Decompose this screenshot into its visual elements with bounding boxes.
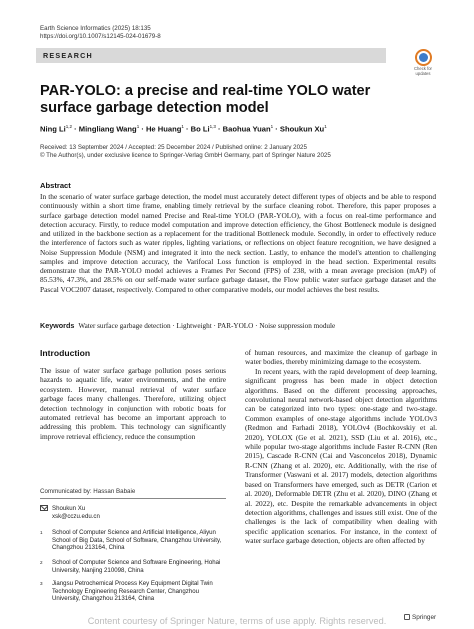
intro-right-column <box>245 348 437 546</box>
badge-text: Check for updates <box>414 66 432 76</box>
courtesy-watermark: Content courtesy of Springer Nature, terms of use apply. Rights reserved. <box>87 616 387 626</box>
author-name[interactable]: Shoukun Xu <box>279 124 325 134</box>
keywords-text: Water surface garbage detection · Lightweight · PAR-YOLO · Noise suppression module <box>78 322 336 330</box>
footnote-divider <box>40 498 226 499</box>
check-updates-icon <box>415 49 432 66</box>
abstract-text: In the scenario of water surface garbage detection, the model must accurately detect different types of objects and be able to respond continuously within a short time frame, enabling timely retrieval by the surface cleaning robot. Therefore, this paper proposes a surface garbage detection model named Precise and Real-time YOLO (PAR-YOLO), with a focus on real-time performance and detection accuracy. Firstly, to reduce model computation and improve detection efficiency, the Ghost Bottleneck module is designed and utilized in the backbone section as a replacement for the traditional Bottleneck module. Secondly, in order to effectively reduce the interference of factors such as water ripples, lighting variations, or reflections on object feature recognition, we have designed a Noise Suppression Module (NSM) and integrated it into the neck section. Lastly, to enhance the model's attention to challenging samples and improve detection accuracy, the Varifocal Loss function is employed in the head section. Experimental results demonstrate that the PAR-YOLO model achieves a Frames Per Second (FPS) of 238, with a mean average precision (mAP) of 85.53%, 47.3%, and 28.5% on our self-made water surface garbage dataset, the Flow public water surface garbage dataset and the Pascal VOC2007 dataset, respectively. Compared to other comparative models, our model achieves the best results. <box>40 192 436 294</box>
corresponding-author <box>40 505 226 520</box>
abstract-heading: Abstract <box>40 181 71 190</box>
publisher-name: Springer <box>412 614 437 621</box>
contact-name: Shoukun Xu <box>52 505 86 512</box>
intro-paragraph: The issue of water surface garbage pollution poses serious hazards to aquatic life, water environments, and the entire ecosystem. However, manual retrieval of water surface garbage faces many challenges. Therefore, utilizing object detection technology in conjunction with robotic boats for automated retrieval has become an important approach to addressing this problem. This technology can significantly improve retrieval efficiency, reduce the consumption <box>40 366 226 441</box>
check-for-updates-badge[interactable] <box>409 49 437 79</box>
intro-paragraph: of human resources, and maximize the cleanup of garbage in water bodies, thereby minimizing damage to the ecosystem. <box>245 348 437 367</box>
affiliation <box>40 580 226 603</box>
affiliation-text: Jiangsu Petrochemical Process Key Equipment Digital Twin Technology Engineering Research Center, Changzhou University, Changzhou 213164, China <box>52 580 213 602</box>
paper-title: PAR-YOLO: a precise and real-time YOLO water surface garbage detection model <box>40 83 371 116</box>
affiliation-number: 3 <box>40 581 43 586</box>
intro-paragraph: In recent years, with the rapid development of deep learning, significant progress has been made in object detection algorithms. Based on the different processing approaches, convolutional neural network-based object detection algorithms can be categorized into two types: one-stage and two-stage. Common examples of one-stage algorithms include YOLOv3 (Redmon and Farhadi 2018), YOLOv4 (Bochkovskiy et al. 2020), YOLOX (Ge et al. 2021), SSD (Liu et al. 2016), etc., while popular two-stage algorithms include Faster R-CNN (Ren 2015), Cascade R-CNN (Cai and Vasconcelos 2018), Dynamic R-CNN (Zhang et al. 2020), etc. Additionally, with the rise of Transformer (Vaswani et al. 2017) models, detection algorithms based on Transformers have emerged, such as DETR (Carion et al. 2020), Deformable DETR (Zhu et al. 2020), DINO (Zhang et al. 2022), etc. Despite the remarkable advancements in object detection algorithms, challenges and issues still exist. One of the challenges is the lack of compatibility when dealing with specific application scenarios. For instance, in the context of water surface garbage detection, objects are often affected by <box>245 366 437 546</box>
affiliation-number: 1 <box>40 530 43 535</box>
author-name[interactable]: Ning Li <box>40 124 66 134</box>
copyright-line: © The Author(s), under exclusive licence to Springer-Verlag GmbH Germany, part of Springer Nature 2025 <box>40 152 331 159</box>
keywords-label: Keywords <box>40 321 75 330</box>
author-list: Ning Li$^{1,2}$ · Mingliang Wang$^1$ · He Huang$^1$ · Bo Li$^{1,3}$ · Baohua Yuan$^1$ · Shoukun Xu$^1$ <box>40 124 327 134</box>
section-banner <box>36 48 386 63</box>
affiliation-text: School of Computer Science and Software Engineering, Hohai University, Nanjing 210098, China <box>52 559 221 574</box>
envelope-icon <box>40 505 48 511</box>
affiliation <box>40 529 226 552</box>
dates-line: Received: 13 September 2024 / Accepted: 25 December 2024 / Published online: 2 January 2025 <box>40 144 307 151</box>
publication-dates <box>40 144 331 160</box>
author-name[interactable]: Mingliang Wang <box>78 124 137 134</box>
doi-link[interactable]: https://doi.org/10.1007/s12145-024-01679-8 <box>40 33 161 40</box>
contact-email[interactable]: xsk@cczu.edu.cn <box>52 512 100 520</box>
intro-left-column <box>40 366 226 441</box>
section-label: RESEARCH <box>43 51 93 60</box>
communicated-by: Communicated by: Hassan Babaie <box>40 488 136 495</box>
author-name[interactable]: Baohua Yuan <box>222 124 271 134</box>
affiliation-text: School of Computer Science and Artificial Intelligence, Aliyun School of Big Data, School of Software, Changzhou University, Changzhou 213164, China <box>52 529 222 551</box>
affiliation <box>40 559 226 574</box>
journal-citation: Earth Science Informatics (2025) 18:135 <box>40 25 151 32</box>
keywords <box>40 321 436 330</box>
introduction-heading: Introduction <box>40 348 91 358</box>
author-name[interactable]: Bo Li <box>190 124 210 134</box>
author-name[interactable]: He Huang <box>145 124 182 134</box>
affiliation-number: 2 <box>40 560 43 565</box>
journal-info <box>40 25 161 41</box>
